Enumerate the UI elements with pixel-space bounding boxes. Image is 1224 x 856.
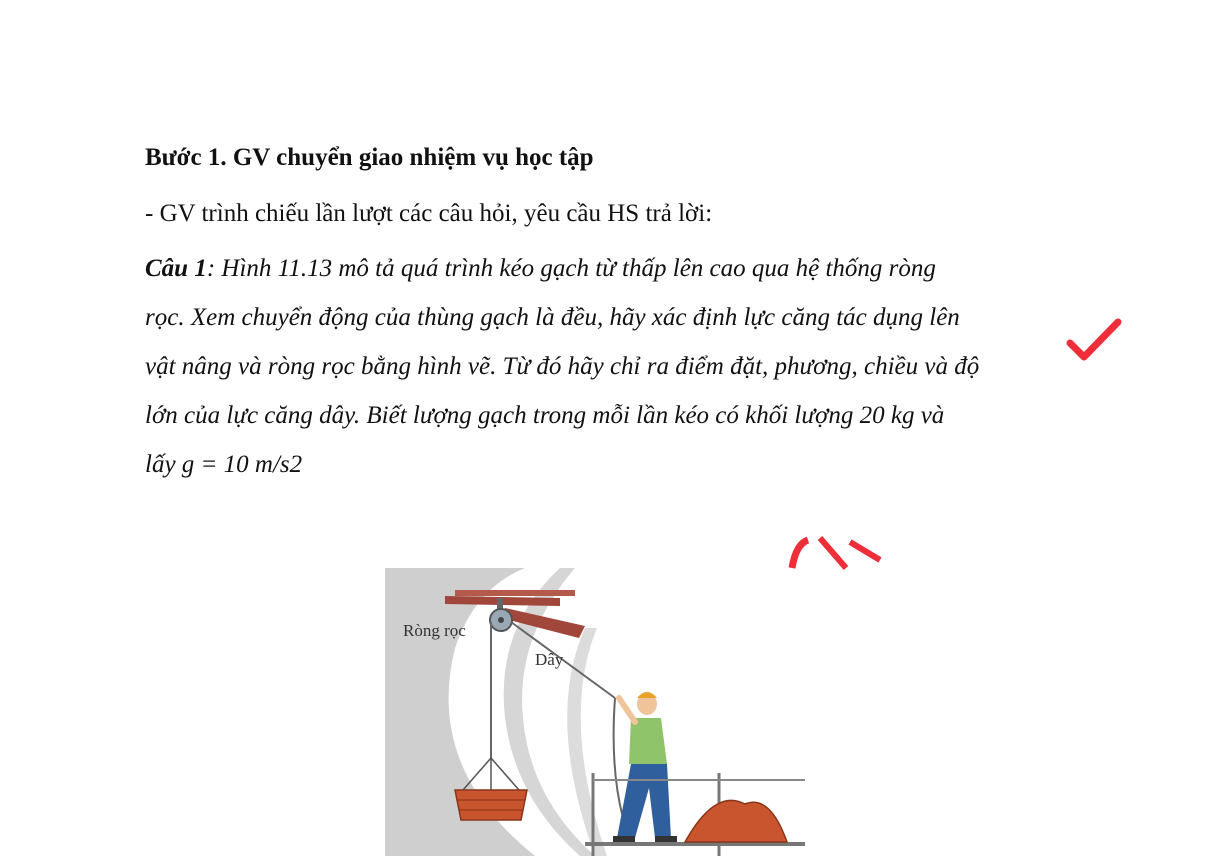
question-block — [145, 252, 1105, 497]
watermark-arc — [792, 540, 808, 568]
question-line: lớn của lực căng dây. Biết lượng gạch trong mỗi lần kéo có khối lượng 20 kg và — [145, 402, 945, 429]
brick-pile — [685, 800, 787, 842]
section-heading: Bước 1. GV chuyển giao nhiệm vụ học tập — [145, 144, 594, 171]
question-line: lấy g = 10 m/s2 — [145, 451, 303, 478]
pulley-label: Ròng rọc — [403, 621, 466, 640]
watermark-stroke — [820, 538, 846, 568]
pulley-illustration — [385, 568, 805, 856]
question-line — [145, 252, 1105, 301]
intro-text: - GV trình chiếu lần lượt các câu hỏi, yêu cầu HS trả lời: — [145, 200, 713, 227]
worker-figure — [613, 692, 677, 842]
question-line: rọc. Xem chuyển động của thùng gạch là đều, hãy xác định lực căng tác dụng lên — [145, 304, 960, 331]
basket-rope — [463, 758, 491, 790]
background-arc — [567, 628, 607, 856]
ceiling-beam — [455, 590, 575, 596]
question-line-text: : Hình 11.13 mô tả quá trình kéo gạch từ thấp lên cao qua hệ thống ròng — [206, 255, 936, 282]
watermark-stroke — [850, 542, 880, 560]
rope-slack — [614, 698, 623, 818]
rope-label: Dây — [535, 650, 564, 669]
brick-basket — [455, 790, 527, 820]
question-label: Câu 1 — [145, 255, 207, 282]
question-line: vật nâng và ròng rọc bằng hình vẽ. Từ đó hãy chỉ ra điểm đặt, phương, chiều và độ — [145, 353, 980, 380]
basket-rope — [491, 758, 519, 790]
pulley-figure — [385, 568, 805, 856]
